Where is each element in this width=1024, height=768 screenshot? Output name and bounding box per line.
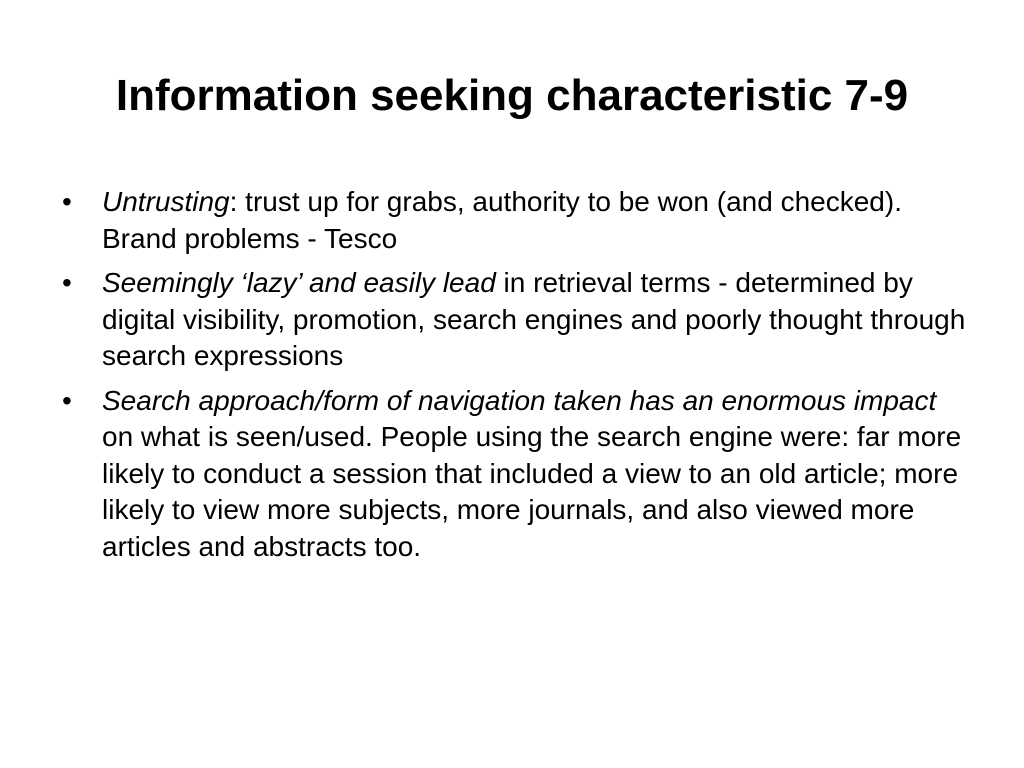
bullet-text: in retrieval terms - determined by digital visibility, promotion, search engines and poorly thought through search expressions bbox=[102, 267, 966, 371]
bullet-icon: • bbox=[62, 384, 72, 416]
bullet-icon: • bbox=[62, 267, 72, 298]
bullet-text: on what is seen/used. People using the search engine were: far more likely to conduct a session that included a view to an old article; more likely to view more subjects, more journals, and also viewed more articles and abstracts too. bbox=[102, 421, 962, 562]
bullet-list bbox=[60, 184, 970, 573]
bullet-item-search-approach bbox=[60, 383, 970, 566]
bullet-item-lazy bbox=[60, 265, 970, 375]
bullet-icon: • bbox=[62, 186, 72, 217]
bullet-text: : trust up for grabs, authority to be won (and checked). Brand problems - Tesco bbox=[102, 186, 902, 254]
bullet-emphasis: Search approach/form of navigation taken has an enormous impact bbox=[102, 384, 937, 416]
slide-title: Information seeking characteristic 7-9 bbox=[115, 71, 909, 120]
bullet-item-untrusting bbox=[60, 184, 970, 257]
bullet-emphasis: Seemingly ‘lazy’ and easily lead bbox=[102, 267, 496, 298]
bullet-emphasis: Untrusting bbox=[102, 186, 230, 217]
